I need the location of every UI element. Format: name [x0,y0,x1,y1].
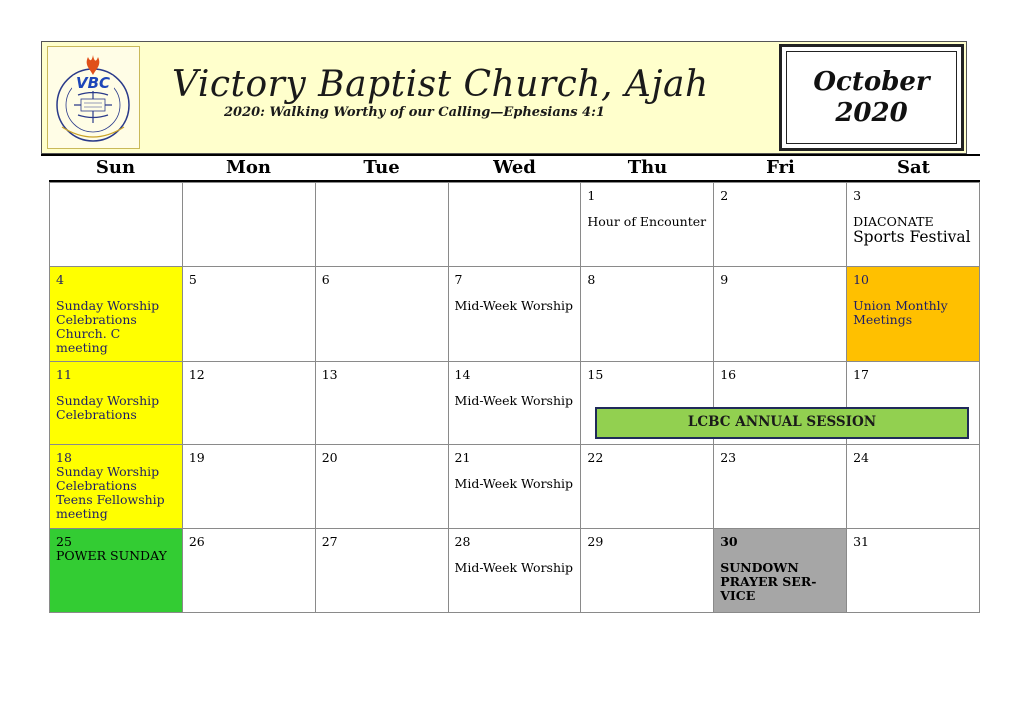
calendar-cell-7 [448,267,581,362]
day-number: 20 [321,450,338,465]
day-number: 3 [853,188,862,203]
month-box [779,44,964,151]
day-number: 10 [853,272,869,287]
day-number: 5 [188,272,197,287]
church-name: Victory Baptist Church, Ajah [172,64,709,105]
event-label: DIACONATE [853,214,934,229]
calendar-cell-14 [448,362,581,445]
calendar-cell-22 [581,445,714,529]
day-number: 28 [454,534,471,549]
day-number: 9 [720,272,729,287]
event-label: Church. C meeting [56,326,121,355]
weekday-thu: Thu [627,157,668,178]
weekday-tue: Tue [363,157,400,178]
day-number: 27 [321,534,338,549]
day-number: 29 [587,534,604,549]
day-number: 25 [56,534,72,549]
svg-text:VBC: VBC [75,74,111,92]
calendar-cell-1 [581,183,714,267]
calendar-cell-27 [315,529,448,613]
calendar-cell-18 [50,445,183,529]
event-label: Mid-Week Worship [454,560,574,575]
day-number: 15 [587,367,604,382]
event-label: Mid-Week Worship [454,298,574,313]
calendar-cell-2 [714,183,847,267]
day-number: 26 [188,534,205,549]
day-number: 19 [188,450,205,465]
calendar-cell-4 [50,267,183,362]
day-number: 4 [56,272,64,287]
calendar-cell-30 [714,529,847,613]
calendar-grid [49,182,980,613]
day-number: 17 [853,367,869,382]
day-number: 13 [321,367,338,382]
calendar-cell-6 [315,267,448,362]
day-number: 23 [720,450,737,465]
lcbc-annual-session-banner: LCBC ANNUAL SESSION [595,407,969,439]
event-label: Sunday Worship Celebrations [56,298,160,327]
calendar-cell-21 [448,445,581,529]
weekday-sat: Sat [897,157,930,178]
calendar-cell-20 [315,445,448,529]
calendar-cell-9 [714,267,847,362]
day-number: 11 [56,367,72,382]
event-label: POWER SUNDAY [56,548,167,563]
calendar-cell-empty [448,183,581,267]
weekday-header-row [49,156,980,180]
month-label: October [813,66,930,97]
day-number: 12 [188,367,205,382]
calendar-cell-13 [315,362,448,445]
day-number: 6 [321,272,330,287]
day-number: 16 [720,367,737,382]
day-number: 8 [587,272,596,287]
event-label: Teens Fellowship meeting [56,492,165,521]
calendar-cell-10 [847,267,980,362]
event-label: Hour of Encounter [587,214,707,229]
calendar-cell-28 [448,529,581,613]
day-number: 31 [853,534,869,549]
calendar-cell-empty [315,183,448,267]
event-label: Mid-Week Worship [454,393,574,408]
event-label: SUNDOWN PRAYER SER-VICE [720,560,817,603]
calendar-cell-26 [182,529,315,613]
day-number: 24 [853,450,869,465]
weekday-wed: Wed [493,157,536,178]
day-number: 18 [56,450,72,465]
calendar-cell-19 [182,445,315,529]
calendar-cell-29 [581,529,714,613]
year-label: 2020 [835,97,908,128]
calendar-cell-empty [50,183,183,267]
calendar-cell-24 [847,445,980,529]
calendar-cell-12 [182,362,315,445]
church-logo-graphic [48,47,139,148]
calendar-banner [41,41,967,154]
weekday-fri: Fri [766,157,795,178]
day-number: 22 [587,450,604,465]
calendar-week-4 [50,445,980,529]
day-number: 2 [720,188,729,203]
weekday-sun: Sun [95,157,136,178]
calendar-week-2 [50,267,980,362]
calendar-cell-empty [182,183,315,267]
day-number: 30 [720,534,738,549]
event-label: Sunday Worship Celebrations [56,464,160,493]
event-label: Sports Festival [853,228,971,246]
day-number: 1 [587,188,596,203]
event-label: Mid-Week Worship [454,476,574,491]
calendar-cell-3 [847,183,980,267]
calendar-week-5 [50,529,980,613]
event-label: Union Monthly Meetings [853,298,948,327]
calendar-cell-8 [581,267,714,362]
calendar-cell-31 [847,529,980,613]
church-logo [47,46,140,149]
calendar-week-1 [50,183,980,267]
calendar-cell-23 [714,445,847,529]
day-number: 14 [454,367,471,382]
day-number: 21 [454,450,471,465]
year-theme: 2020: Walking Worthy of our Calling—Ephesians 4:1 [224,105,605,120]
day-number: 7 [454,272,463,287]
event-label: Sunday Worship Celebrations [56,393,160,422]
calendar-cell-5 [182,267,315,362]
calendar-cell-25 [50,529,183,613]
calendar-cell-11 [50,362,183,445]
weekday-mon: Mon [225,157,272,178]
